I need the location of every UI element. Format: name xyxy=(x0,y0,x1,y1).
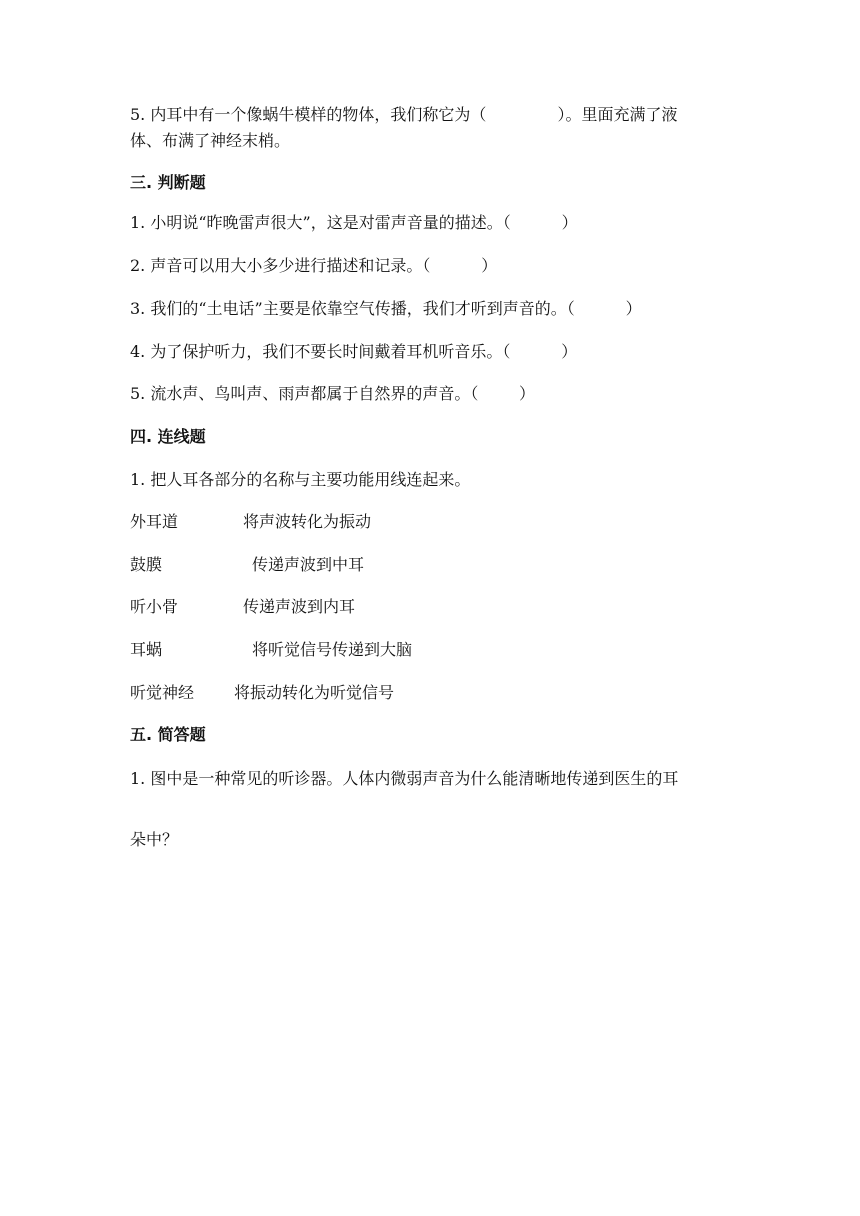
ear-function-5: 将振动转化为听觉信号 xyxy=(234,683,395,702)
ear-function-4: 将听觉信号传递到大脑 xyxy=(252,640,413,659)
ear-part-cochlea: 耳蜗 xyxy=(130,640,163,659)
ear-part-auditory-nerve: 听觉神经 xyxy=(130,683,195,702)
ear-function-2: 传递声波到中耳 xyxy=(252,555,365,574)
section-5-title: 五. 简答题 xyxy=(130,725,206,744)
judge-question-1: 1. 小明说“昨晚雷声很大”，这是对雷声音量的描述。（ ） xyxy=(130,213,578,232)
ear-function-3: 传递声波到内耳 xyxy=(243,597,356,616)
fill-question-5-line-2: 体、布满了神经末梢。 xyxy=(130,131,291,150)
ear-part-outer-canal: 外耳道 xyxy=(130,512,179,531)
judge-question-2: 2. 声音可以用大小多少进行描述和记录。（ ） xyxy=(130,256,498,275)
ear-function-1: 将声波转化为振动 xyxy=(243,512,372,531)
section-3-title: 三. 判断题 xyxy=(130,173,206,192)
fill-question-5-line-1: 5. 内耳中有一个像蜗牛模样的物体，我们称它为（ ）。里面充满了液 xyxy=(130,105,678,124)
matching-prompt: 1. 把人耳各部分的名称与主要功能用线连起来。 xyxy=(130,470,471,489)
judge-question-4: 4. 为了保护听力，我们不要长时间戴着耳机听音乐。（ ） xyxy=(130,342,578,361)
short-answer-question-1-line-1: 1. 图中是一种常见的听诊器。人体内微弱声音为什么能清晰地传递到医生的耳 xyxy=(130,769,679,788)
judge-question-3: 3. 我们的“土电话”主要是依靠空气传播，我们才听到声音的。（ ） xyxy=(130,299,642,318)
short-answer-question-1-line-2: 朵中？ xyxy=(130,830,179,849)
section-4-title: 四. 连线题 xyxy=(130,427,206,446)
judge-question-5: 5. 流水声、鸟叫声、雨声都属于自然界的声音。（ ） xyxy=(130,384,536,403)
ear-part-ossicles: 听小骨 xyxy=(130,597,179,616)
ear-part-eardrum: 鼓膜 xyxy=(130,555,163,574)
